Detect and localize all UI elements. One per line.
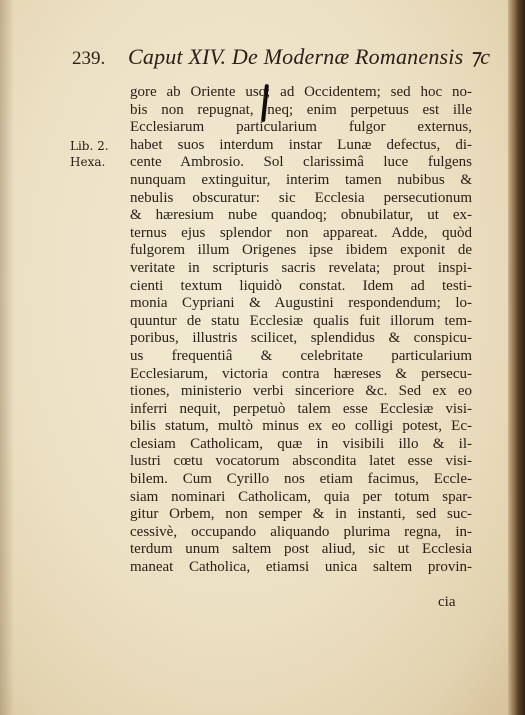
text-line: nebulis obscuratur: sic Ecclesia persecutionum xyxy=(130,189,472,206)
text-line: cente Ambrosio. Sol clarissimâ luce fulgens xyxy=(130,154,472,171)
text-line: us frequentiâ & celebritate particularium xyxy=(130,347,472,364)
text-line: monia Cypriani & Augustini respondendum; lo- xyxy=(130,295,472,312)
page-header xyxy=(72,44,492,78)
gutter-shadow xyxy=(0,0,14,715)
text-line: & hæresium nube quandoq; obnubilatur, ut ex- xyxy=(130,207,472,224)
text-line: lustri cœtu vocatorum abscondita latet esse visi- xyxy=(130,453,472,470)
margin-note-line: Hexa. xyxy=(70,155,106,169)
text-line: terdum unum saltem post aliud, sic ut Ecclesia xyxy=(130,541,472,558)
text-line: Ecclesiarum particularium fulgor externus, xyxy=(130,119,472,136)
text-line: nunquam extinguitur, interim tamen nubibus & xyxy=(130,171,472,188)
text-line: inferri nequit, perpetuò talem esse Ecclesiæ visi- xyxy=(130,400,472,417)
text-line: veritate in scripturis sacris revelata; prout inspi- xyxy=(130,259,472,276)
page-edge xyxy=(508,0,525,715)
text-line: gitur Orbem, non semper & in instanti, sed suc- xyxy=(130,506,472,523)
text-line: clesiam Catholicam, quæ in visibili illo & il- xyxy=(130,435,472,452)
text-line: bis non repugnat, neq; enim perpetuus est ille xyxy=(130,101,472,118)
text-line: fulgorem illum Origenes ipse ibidem exponit de xyxy=(130,242,472,259)
text-line: quuntur de statu Ecclesiæ qualis fuit illorum tem- xyxy=(130,312,472,329)
text-line: cessivè, occupando aliquando plurima regna, in- xyxy=(130,523,472,540)
text-line: bilis statum, multò minus ex eo colligi potest, Ec- xyxy=(130,418,472,435)
body-text xyxy=(130,84,472,577)
margin-note-line: Lib. 2. xyxy=(70,139,109,153)
catchword: cia xyxy=(438,594,456,610)
running-head: Caput XIV. De Modernæ Romanensis ⁊c xyxy=(128,44,491,69)
text-line: ternus ejus splendor non appareat. Adde, quòd xyxy=(130,224,472,241)
text-line: poribus, illustris scilicet, splendidus & conspicu- xyxy=(130,330,472,347)
text-line: siam nominari Catholicam, quia per totum spar- xyxy=(130,488,472,505)
text-line: gore ab Oriente usq; ad Occidentem; sed hoc no- xyxy=(130,84,472,100)
text-line: tiones, ministerio verbi sinceriore &c. Sed ex eo xyxy=(130,383,472,400)
text-line: cienti textum liquidò constat. Idem ad testi- xyxy=(130,277,472,294)
margin-note xyxy=(70,138,120,170)
text-line: maneat Catholica, etiamsi unica saltem provin- xyxy=(130,559,472,576)
text-line: bilem. Cum Cyrillo nos etiam facimus, Eccle- xyxy=(130,471,472,488)
text-line: habet suos interdum instar Lunæ defectus, di- xyxy=(130,136,472,153)
page-number: 239. xyxy=(72,48,106,69)
text-line: Ecclesiarum, victoria contra hæreses & persecu- xyxy=(130,365,472,382)
